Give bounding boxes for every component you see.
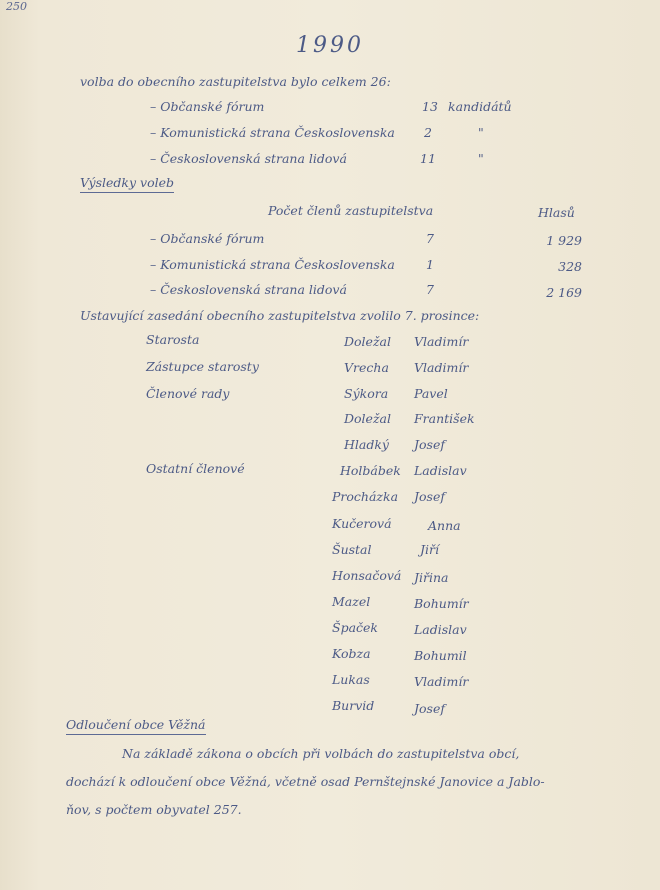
- member-first-name: Anna: [428, 518, 461, 533]
- member-first-name: Vladimír: [414, 674, 469, 689]
- member-surname: Hladký: [344, 437, 389, 452]
- candidate-unit: kandidátů: [448, 99, 512, 114]
- member-first-name: Vladimír: [414, 334, 469, 349]
- member-first-name: Bohumil: [414, 648, 467, 663]
- member-first-name: Josef: [414, 437, 445, 452]
- member-first-name: Jiří: [420, 542, 439, 557]
- member-first-name: Bohumír: [414, 596, 469, 611]
- results-members: 1: [426, 257, 434, 272]
- candidate-party: – Komunistická strana Československa: [150, 125, 395, 140]
- results-members: 7: [426, 231, 434, 246]
- separation-text-line: ňov, s počtem obyvatel 257.: [66, 802, 242, 817]
- results-votes: 328: [558, 259, 582, 274]
- member-first-name: Vladimír: [414, 360, 469, 375]
- member-first-name: Pavel: [414, 386, 448, 401]
- member-surname: Holbábek: [340, 463, 401, 478]
- member-surname: Sýkora: [344, 386, 389, 401]
- year-heading: 1990: [296, 33, 364, 58]
- results-votes: 2 169: [546, 285, 582, 300]
- election-intro: volba do obecního zastupitelstva bylo celkem 26:: [80, 74, 391, 89]
- results-members: 7: [426, 282, 434, 297]
- member-surname: Kučerová: [332, 516, 392, 531]
- candidate-count: 13: [422, 99, 438, 114]
- members-column-header: Počet členů zastupitelstva: [268, 203, 434, 218]
- member-surname: Doležal: [344, 334, 391, 349]
- member-surname: Honsačová: [332, 568, 402, 583]
- candidate-party: – Občanské fórum: [150, 99, 265, 114]
- candidate-party: – Československá strana lidová: [150, 151, 347, 166]
- member-surname: Šustal: [332, 542, 372, 557]
- member-first-name: Josef: [414, 489, 445, 504]
- role-deputy: Zástupce starosty: [146, 359, 259, 374]
- member-surname: Procházka: [332, 489, 399, 504]
- role-council: Členové rady: [146, 386, 230, 401]
- member-surname: Doležal: [344, 411, 391, 426]
- member-first-name: Jiřina: [414, 570, 449, 585]
- member-surname: Kobza: [332, 646, 371, 661]
- session-note: Ustavující zasedání obecního zastupitelstva zvolilo 7. prosince:: [80, 308, 480, 323]
- results-party: – Československá strana lidová: [150, 282, 347, 297]
- role-mayor: Starosta: [146, 332, 200, 347]
- separation-text-line: dochází k odloučení obce Věžná, včetně osad Pernštejnské Janovice a Jablo-: [66, 774, 545, 789]
- candidate-count: 11: [420, 151, 436, 166]
- member-first-name: František: [414, 411, 475, 426]
- candidate-unit: ": [478, 125, 484, 140]
- separation-heading: Odloučení obce Věžná: [66, 717, 206, 735]
- member-surname: Vrecha: [344, 360, 389, 375]
- results-party: – Komunistická strana Československa: [150, 257, 395, 272]
- member-surname: Mazel: [332, 594, 371, 609]
- candidate-unit: ": [478, 151, 484, 166]
- member-first-name: Ladislav: [414, 463, 467, 478]
- page-number: 250: [6, 0, 27, 13]
- candidate-count: 2: [424, 125, 432, 140]
- member-first-name: Ladislav: [414, 622, 467, 637]
- role-others: Ostatní členové: [146, 461, 245, 476]
- member-surname: Burvid: [332, 698, 375, 713]
- results-party: – Občanské fórum: [150, 231, 265, 246]
- member-surname: Lukas: [332, 672, 370, 687]
- results-heading: Výsledky voleb: [80, 175, 174, 193]
- member-first-name: Josef: [414, 701, 445, 716]
- separation-text-line: Na základě zákona o obcích při volbách do zastupitelstva obcí,: [122, 746, 520, 761]
- member-surname: Špaček: [332, 620, 378, 635]
- results-votes: 1 929: [546, 233, 582, 248]
- votes-column-header: Hlasů: [538, 205, 575, 220]
